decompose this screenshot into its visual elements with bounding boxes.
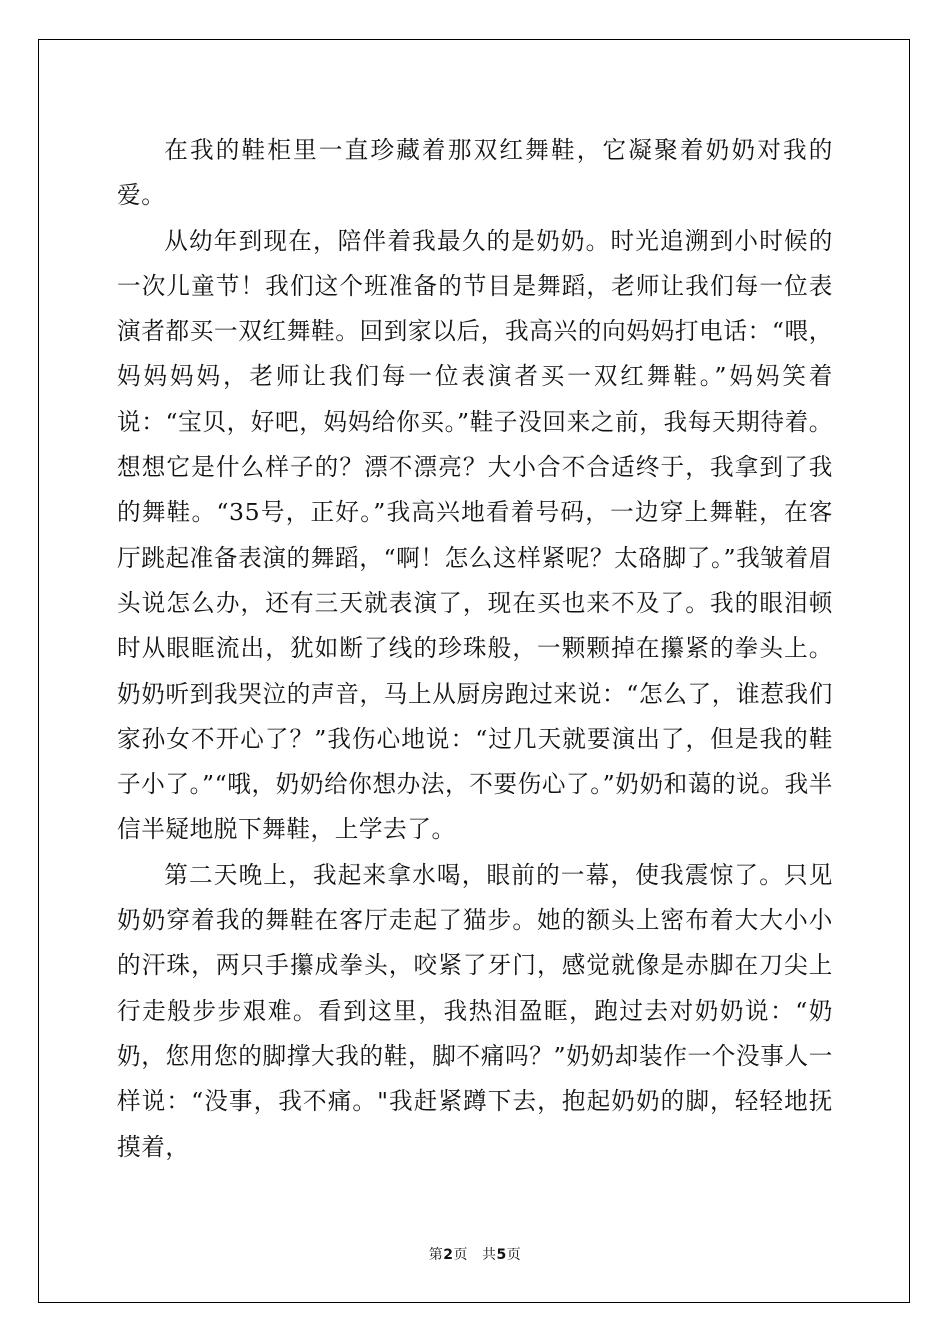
page-prefix: 第 [428, 1247, 444, 1263]
total-suffix: 页 [506, 1247, 522, 1263]
page-number: 2 [443, 1247, 454, 1263]
document-body [117, 128, 833, 1170]
paragraph-1: 在我的鞋柜里一直珍藏着那双红舞鞋，它凝聚着奶奶对我的爱。 [117, 136, 833, 210]
paragraph-3: 第二天晚上，我起来拿水喝，眼前的一幕，使我震惊了。只见奶奶穿着我的舞鞋在客厅走起了猫步。她的额头上密布着大大小小的汗珠，两只手攥成拳头，咬紧了牙门，感觉就像是赤脚在刀尖上行走般步步艰难。看到这里，我热泪盈眶，跑过去对奶奶说：“奶奶，您用您的脚撑大我的鞋，脚不痛吗？”奶奶却装作一个没事人一样说：“没事，我不痛。"我赶紧蹲下去，抱起奶奶的脚，轻轻地抚摸着， [117, 860, 833, 1161]
page-footer [0, 1244, 950, 1264]
page-suffix: 页 [453, 1247, 468, 1263]
total-pages: 5 [496, 1247, 507, 1263]
paragraph-2: 从幼年到现在，陪伴着我最久的是奶奶。时光追溯到小时候的一次儿童节！我们这个班准备的节目是舞蹈，老师让我们每一位表演者都买一双红舞鞋。回到家以后，我高兴的向妈妈打电话：“喂，妈妈妈妈，老师让我们每一位表演者买一双红舞鞋。”妈妈笑着说：“宝贝，好吧，妈妈给你买。”鞋子没回来之前，我每天期待着。想想它是什么样子的？漂不漂亮？大小合不合适终于，我拿到了我的舞鞋。“35号，正好。”我高兴地看着号码，一边穿上舞鞋，在客厅跳起准备表演的舞蹈，“啊！怎么这样紧呢？太硌脚了。”我皱着眉头说怎么办，还有三天就表演了，现在买也来不及了。我的眼泪顿时从眼眶流出，犹如断了线的珍珠般，一颗颗掉在攥紧的拳头上。奶奶听到我哭泣的声音，马上从厨房跑过来说：“怎么了，谁惹我们家孙女不开心了？”我伤心地说：“过几天就要演出了，但是我的鞋子小了。”“哦，奶奶给你想办法，不要伤心了。”奶奶和蔼的说。我半信半疑地脱下舞鞋，上学去了。 [117, 226, 834, 844]
total-prefix: 共 [482, 1247, 497, 1263]
